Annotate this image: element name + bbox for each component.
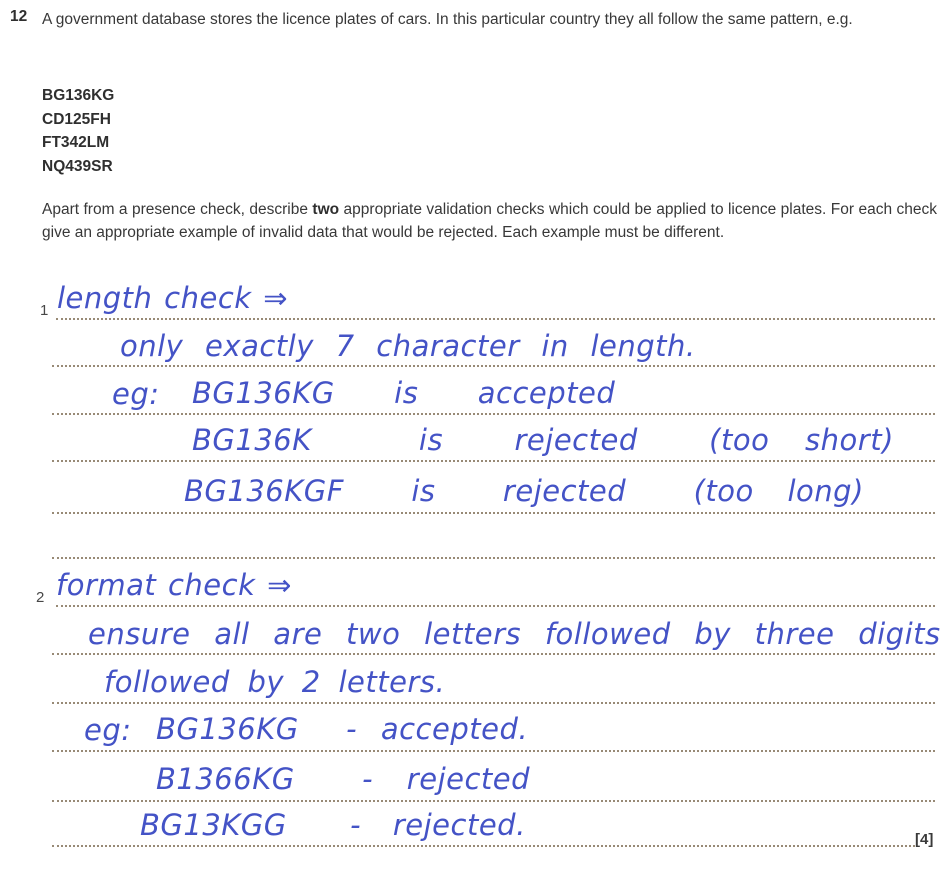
task-text-post: appropriate validation checks which could be applied to licence plates. For each check give an appropriate example of invalid data that would be rejected. Each example must be different. [42,201,937,241]
dotted-answer-line [52,557,935,559]
hw-check1-example-accepted: BG136KG is accepted [192,376,616,410]
hw-check2-example-rejected-2: BG13KGG - rejected. [140,808,526,842]
dotted-answer-line [52,460,935,462]
question-number: 12 [10,8,28,25]
hw-check1-example-too-short: BG136K is rejected (too short) [192,423,894,457]
dotted-answer-line [52,800,935,802]
hw-check1-eg-label: eg: [112,377,160,411]
hw-check2-eg-label: eg: [84,713,132,747]
hw-check1-name: length check ⇒ [57,281,289,315]
hw-check2-name: format check ⇒ [56,568,292,602]
task-text-pre: Apart from a presence check, describe [42,201,313,218]
plate-list [42,84,114,178]
dotted-answer-line [52,845,915,847]
plate-example: BG136KG [42,87,115,104]
question-intro: A government database stores the licence plates of cars. In this particular country they all follow the same pattern, e.g. [42,11,853,28]
answer-number-1: 1 [40,302,49,319]
dotted-answer-line [52,365,935,367]
hw-check1-rule: only exactly 7 character in length. [120,329,696,363]
dotted-answer-line [52,653,935,655]
plate-example: NQ439SR [42,157,113,175]
plate-example: FT342LM [42,134,110,151]
hw-check2-example-accepted: BG136KG - accepted. [156,712,529,746]
marks-badge: [4] [915,831,934,848]
dotted-answer-line [52,750,935,752]
plate-example: CD125FH [42,110,111,128]
hw-check1-example-too-long: BG136KGF is rejected (too long) [184,474,864,508]
dotted-answer-line [52,512,935,514]
task-text-bold-two: two [312,201,340,218]
hw-check2-example-rejected-1: B1366KG - rejected [156,762,531,796]
task-paragraph [42,198,937,244]
dotted-answer-line [52,413,935,415]
hw-check2-rule1: ensure all are two letters followed by three digits [88,617,941,651]
hw-check2-rule2: followed by 2 letters. [104,665,446,699]
answer-number-2: 2 [36,589,45,606]
dotted-answer-line [56,605,935,607]
dotted-answer-line [52,702,935,704]
dotted-answer-line [56,318,935,320]
